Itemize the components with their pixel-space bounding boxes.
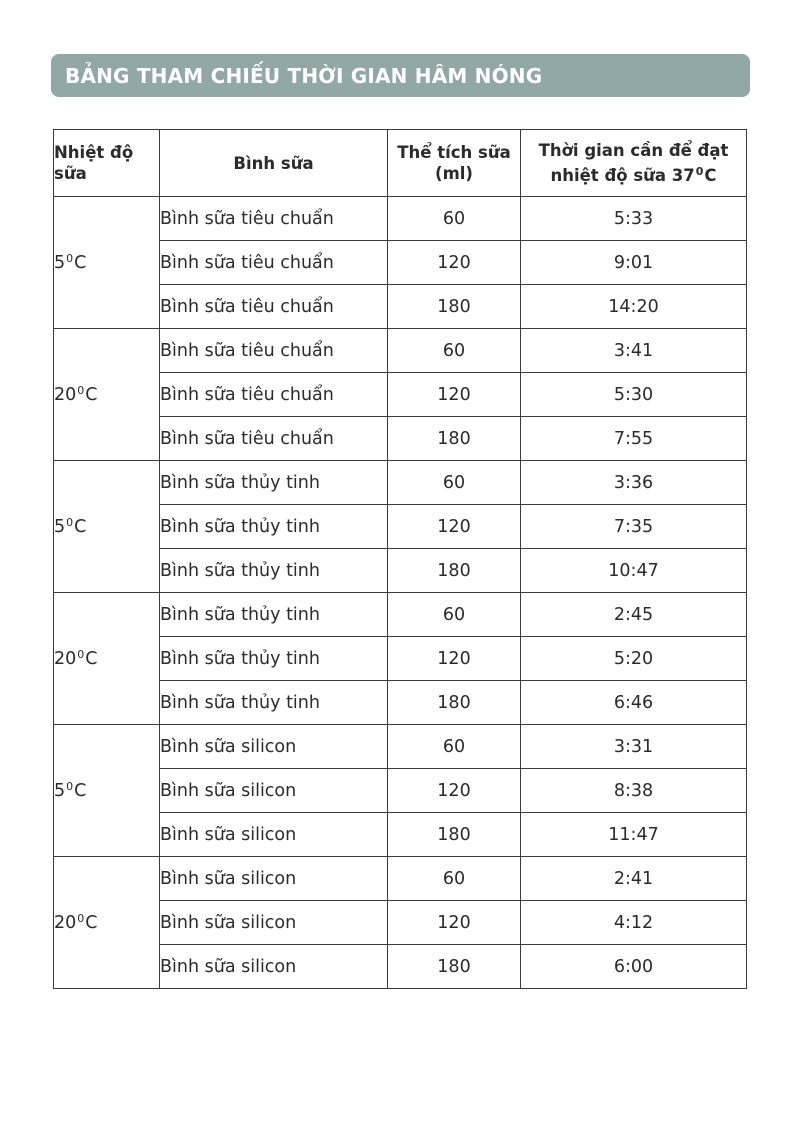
volume-cell: 180 (388, 549, 521, 593)
table-body (54, 197, 747, 989)
time-cell: 5:30 (521, 373, 747, 417)
time-cell: 7:55 (521, 417, 747, 461)
volume-cell: 120 (388, 769, 521, 813)
header-time (521, 130, 747, 197)
time-cell: 6:46 (521, 681, 747, 725)
time-cell: 3:31 (521, 725, 747, 769)
volume-cell: 180 (388, 681, 521, 725)
bottle-cell: Bình sữa silicon (160, 813, 388, 857)
volume-cell: 60 (388, 857, 521, 901)
temperature-value: 5 (54, 517, 66, 537)
bottle-cell: Bình sữa silicon (160, 901, 388, 945)
bottle-cell: Bình sữa tiêu chuẩn (160, 285, 388, 329)
temperature-unit: C (74, 781, 87, 801)
bottle-cell: Bình sữa tiêu chuẩn (160, 241, 388, 285)
bottle-cell: Bình sữa tiêu chuẩn (160, 373, 388, 417)
volume-cell: 120 (388, 637, 521, 681)
header-time-text: Thời gian cần để đạt nhiệt độ sữa 37 (538, 141, 729, 185)
volume-cell: 60 (388, 593, 521, 637)
page-title-text: BẢNG THAM CHIẾU THỜI GIAN HÂM NÓNG (65, 63, 543, 88)
temperature-degree: 0 (77, 912, 85, 925)
header-temperature: Nhiệt độ sữa (54, 130, 160, 197)
volume-cell: 60 (388, 329, 521, 373)
bottle-cell: Bình sữa tiêu chuẩn (160, 197, 388, 241)
volume-cell: 180 (388, 813, 521, 857)
bottle-cell: Bình sữa silicon (160, 945, 388, 989)
time-cell: 3:41 (521, 329, 747, 373)
time-cell: 6:00 (521, 945, 747, 989)
temperature-cell (54, 197, 160, 329)
temperature-value: 5 (54, 253, 66, 273)
temperature-cell (54, 857, 160, 989)
temperature-cell (54, 593, 160, 725)
temperature-degree: 0 (77, 648, 85, 661)
temperature-degree: 0 (66, 516, 74, 529)
bottle-cell: Bình sữa silicon (160, 725, 388, 769)
header-time-unit: C (704, 166, 717, 185)
time-cell: 5:33 (521, 197, 747, 241)
temperature-cell (54, 461, 160, 593)
time-cell: 5:20 (521, 637, 747, 681)
volume-cell: 180 (388, 285, 521, 329)
temperature-unit: C (74, 253, 87, 273)
temperature-unit: C (85, 649, 98, 669)
time-cell: 4:12 (521, 901, 747, 945)
table-row (54, 593, 747, 637)
header-volume: Thể tích sữa (ml) (388, 130, 521, 197)
temperature-cell (54, 725, 160, 857)
temperature-degree: 0 (77, 384, 85, 397)
page-title (51, 54, 750, 97)
volume-cell: 180 (388, 417, 521, 461)
time-cell: 9:01 (521, 241, 747, 285)
bottle-cell: Bình sữa silicon (160, 857, 388, 901)
bottle-cell: Bình sữa thủy tinh (160, 637, 388, 681)
time-cell: 2:45 (521, 593, 747, 637)
bottle-cell: Bình sữa thủy tinh (160, 505, 388, 549)
table-row (54, 725, 747, 769)
table-row (54, 857, 747, 901)
table-row (54, 461, 747, 505)
temperature-unit: C (85, 385, 98, 405)
header-time-degree: 0 (695, 165, 704, 178)
time-cell: 3:36 (521, 461, 747, 505)
bottle-cell: Bình sữa thủy tinh (160, 549, 388, 593)
temperature-value: 20 (54, 913, 77, 933)
bottle-cell: Bình sữa tiêu chuẩn (160, 417, 388, 461)
bottle-cell: Bình sữa thủy tinh (160, 593, 388, 637)
temperature-value: 20 (54, 649, 77, 669)
temperature-unit: C (85, 913, 98, 933)
temperature-unit: C (74, 517, 87, 537)
header-bottle: Bình sữa (160, 130, 388, 197)
volume-cell: 60 (388, 197, 521, 241)
time-cell: 11:47 (521, 813, 747, 857)
bottle-cell: Bình sữa tiêu chuẩn (160, 329, 388, 373)
volume-cell: 60 (388, 725, 521, 769)
temperature-degree: 0 (66, 780, 74, 793)
bottle-cell: Bình sữa silicon (160, 769, 388, 813)
bottle-cell: Bình sữa thủy tinh (160, 461, 388, 505)
temperature-value: 20 (54, 385, 77, 405)
table-row (54, 197, 747, 241)
volume-cell: 180 (388, 945, 521, 989)
volume-cell: 120 (388, 241, 521, 285)
time-cell: 10:47 (521, 549, 747, 593)
bottle-cell: Bình sữa thủy tinh (160, 681, 388, 725)
table-row (54, 329, 747, 373)
volume-cell: 60 (388, 461, 521, 505)
warming-time-table (53, 129, 747, 989)
temperature-cell (54, 329, 160, 461)
time-cell: 2:41 (521, 857, 747, 901)
volume-cell: 120 (388, 505, 521, 549)
time-cell: 7:35 (521, 505, 747, 549)
temperature-degree: 0 (66, 252, 74, 265)
time-cell: 14:20 (521, 285, 747, 329)
volume-cell: 120 (388, 901, 521, 945)
table-header-row (54, 130, 747, 197)
temperature-value: 5 (54, 781, 66, 801)
volume-cell: 120 (388, 373, 521, 417)
time-cell: 8:38 (521, 769, 747, 813)
